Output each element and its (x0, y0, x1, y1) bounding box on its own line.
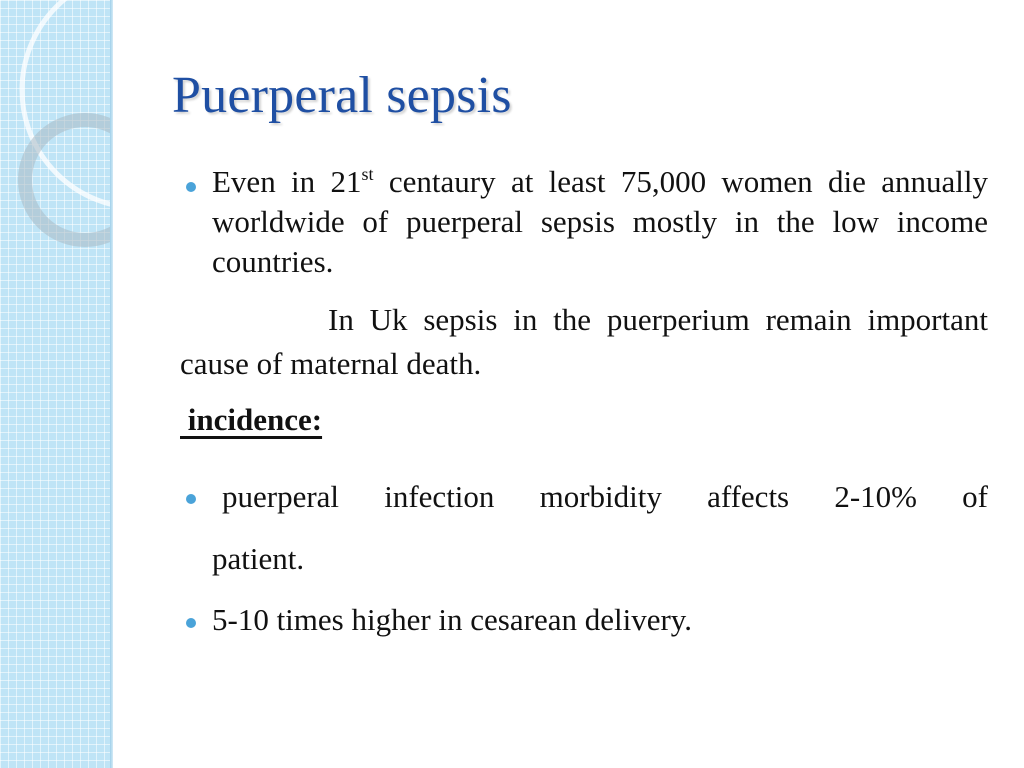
bullet-item-3 (180, 598, 988, 642)
decorative-sidebar (0, 0, 113, 768)
bullet-1-text-start: Even in 21 (212, 164, 362, 199)
incidence-heading: incidence: (180, 402, 323, 437)
bullet-2-line-1: puerperal infection morbidity affects 2-10% of (222, 479, 988, 514)
bullet-item-2 (180, 466, 988, 590)
bullet-item-1 (180, 162, 988, 282)
decorative-circles (0, 0, 113, 768)
bullet-dot (186, 618, 196, 628)
bullet-3-text: 5-10 times higher in cesarean delivery. (212, 602, 693, 637)
bullet-dot (186, 182, 196, 192)
bullet-2-line-2: patient. (212, 541, 305, 576)
paragraph-uk: In Uk sepsis in the puerperium remain important cause of maternal death. (180, 302, 988, 381)
slide-body (180, 162, 988, 642)
sidebar-edge (110, 0, 113, 768)
bullet-1-text-end: centaury at least 75,000 women die annually worldwide of puerperal sepsis mostly in the low income countries. (212, 164, 988, 279)
bullet-1-superscript: st (361, 164, 374, 184)
slide-title: Puerperal sepsis (172, 67, 512, 124)
bullet-dot (186, 494, 196, 504)
